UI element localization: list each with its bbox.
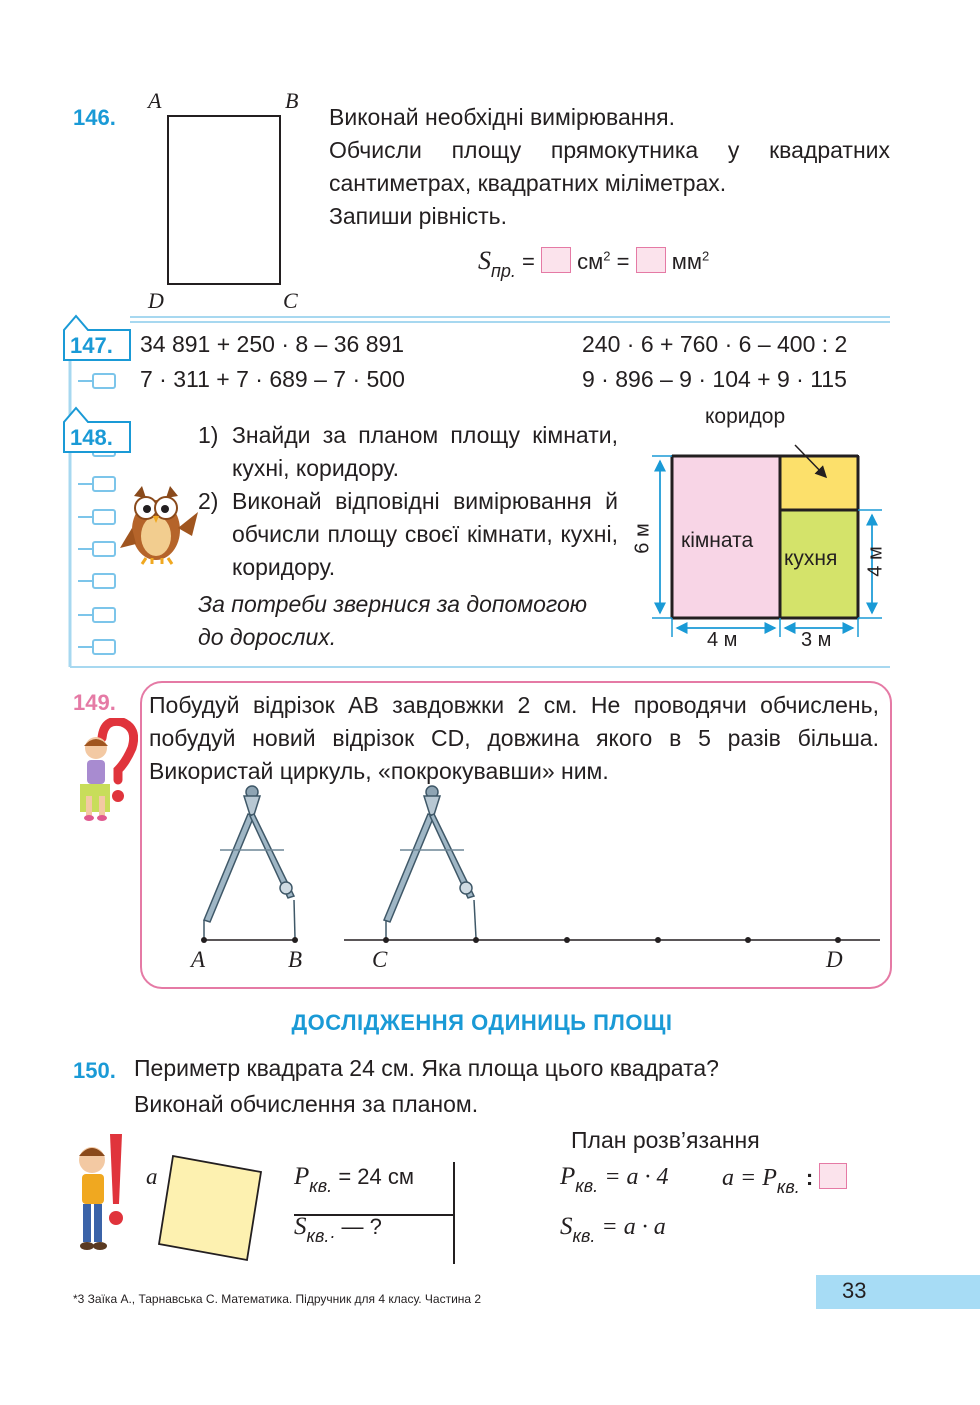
given-area: $S_{кв.\cdot}$ — ? <box>294 1213 382 1246</box>
area-subscript: пр. <box>491 261 516 281</box>
label-point-c: C <box>372 947 388 972</box>
point-a <box>201 937 207 943</box>
label-point-b: B <box>288 947 303 972</box>
task-149-text: Побудуй відрізок AB завдовжки 2 см. Не проводячи обчислень, побудуй новий відрізок CD, довжина якого в 5 разів більша. Використай циркуль, «покрокувавши» ним. <box>149 692 879 784</box>
vertex-a-label: A <box>148 88 162 113</box>
rectangle-abcd-figure <box>140 88 320 318</box>
owl-mascot-icon <box>118 478 200 566</box>
task-147-number: 147. <box>70 333 113 358</box>
boy-exclamation-icon <box>70 1130 130 1258</box>
given-area-value: — ? <box>341 1214 382 1239</box>
label-point-a: A <box>191 947 206 972</box>
task-146-line-1: Виконай необхідні вимірювання. <box>329 104 675 130</box>
given-perimeter: $P_{кв.} = 24$ см <box>294 1163 414 1196</box>
point-d <box>835 937 841 943</box>
equals-sign: = <box>522 249 535 274</box>
floor-plan-diagram <box>630 425 900 665</box>
unit-cm-exponent: 2 <box>603 248 611 264</box>
task-150-number: 150. <box>73 1058 116 1083</box>
plan-corridor-label: коридор <box>705 405 786 428</box>
unit-cm: см <box>577 249 604 274</box>
compass-2-icon <box>384 786 476 938</box>
section-title: ДОСЛІДЖЕННЯ ОДИНИЦЬ ПЛОЩІ <box>291 1010 673 1035</box>
task-146-line-2: Обчисли площу прямокутника у квадратних сантиметрах, квадратних міліметрах. <box>329 137 890 196</box>
plan-formula-1: $P_{кв.} = a \cdot 4$ <box>560 1163 669 1196</box>
answer-box-divisor[interactable] <box>819 1163 847 1189</box>
answer-box-mm2[interactable] <box>636 247 666 273</box>
plan-formula-2 <box>722 1163 847 1198</box>
plan-height-6m: 6 м <box>631 523 654 554</box>
item-1-marker: 1) <box>198 422 219 448</box>
plan-formula-3: $S_{кв.} = a \cdot a$ <box>560 1213 666 1246</box>
vertex-b-label: B <box>285 88 299 113</box>
plan-kitchen-label: кухня <box>784 547 838 570</box>
task-146-text <box>329 101 890 233</box>
given-table-lines <box>290 1160 470 1266</box>
solution-plan-title: План розв’язання <box>571 1127 760 1153</box>
area-symbol: S <box>478 246 491 275</box>
task-150-line-1: Периметр квадрата 24 см. Яка площа цього квадрата? <box>134 1055 719 1081</box>
task-149-number: 149. <box>73 690 116 715</box>
compass-1-icon <box>204 786 295 938</box>
task-146-number: 146. <box>73 105 116 130</box>
step-point-2 <box>564 937 570 943</box>
task-150-line-2: Виконай обчислення за планом. <box>134 1091 479 1117</box>
plan-width-4m: 4 м <box>707 629 738 651</box>
task-148-number: 148. <box>70 425 113 450</box>
page-number-bar <box>816 1275 980 1309</box>
square-side-label: a <box>146 1164 158 1189</box>
item-2-text: Виконай відповідні вимірювання й обчисли площу своєї кімнати, кухні, коридору. <box>232 488 618 580</box>
perimeter-subscript: кв. <box>309 1176 333 1196</box>
division-sign: : <box>805 1165 814 1190</box>
answer-box-cm2[interactable] <box>541 247 571 273</box>
task-147-expr-4: 9 · 896 – 9 · 104 + 9 · 115 <box>582 366 847 392</box>
unit-mm-exponent: 2 <box>702 248 710 264</box>
point-c <box>383 937 389 943</box>
plan-height-4m: 4 м <box>864 546 887 577</box>
item-2-marker: 2) <box>198 488 219 514</box>
plan-p-subscript: кв. <box>575 1176 599 1196</box>
unit-mm: мм <box>671 249 702 274</box>
compass-diagram <box>180 770 890 970</box>
step-point-3 <box>655 937 661 943</box>
plan-formula-3-rhs: = a · a <box>601 1214 666 1240</box>
girl-question-icon <box>72 718 138 828</box>
task-147-expr-1: 34 891 + 250 · 8 – 36 891 <box>140 331 405 357</box>
plan-width-3m: 3 м <box>801 629 832 651</box>
vertex-d-label: D <box>148 288 164 313</box>
task-148-item-1 <box>198 419 618 485</box>
footer-note: *3 Заїка А., Тарнавська С. Математика. Підручник для 4 класу. Частина 2 <box>73 1292 482 1306</box>
equals-sign-2: = <box>616 249 630 274</box>
page-number: 33 <box>842 1278 867 1303</box>
square-figure <box>155 1150 267 1262</box>
task-148-text <box>198 419 618 654</box>
plan-formula-1-rhs: = a · 4 <box>604 1164 669 1190</box>
task-148-note: За потреби звернися за допомогою до дорослих. <box>198 591 588 650</box>
point-b <box>292 937 298 943</box>
task-146-line-3: Запиши рівність. <box>329 203 508 229</box>
plan-p2-subscript: кв. <box>776 1177 800 1197</box>
step-point-1 <box>473 937 479 943</box>
area-subscript-150: кв.· <box>306 1226 336 1246</box>
vertex-c-label: C <box>283 288 298 313</box>
plan-formula-2-lhs: a = P <box>722 1165 777 1191</box>
item-1-text: Знайди за планом площу кімнати, кухні, коридору. <box>232 422 618 481</box>
label-point-d: D <box>826 947 843 972</box>
step-point-4 <box>745 937 751 943</box>
task-146-formula <box>478 246 709 282</box>
task-147-expr-2: 240 · 6 + 760 · 6 – 400 : 2 <box>582 331 848 357</box>
plan-room-label: кімната <box>681 529 754 552</box>
task-147-expr-3: 7 · 311 + 7 · 689 – 7 · 500 <box>140 366 405 392</box>
plan-s-subscript: кв. <box>572 1226 596 1246</box>
given-perimeter-value: = 24 см <box>338 1164 414 1189</box>
task-148-item-2 <box>198 485 618 584</box>
